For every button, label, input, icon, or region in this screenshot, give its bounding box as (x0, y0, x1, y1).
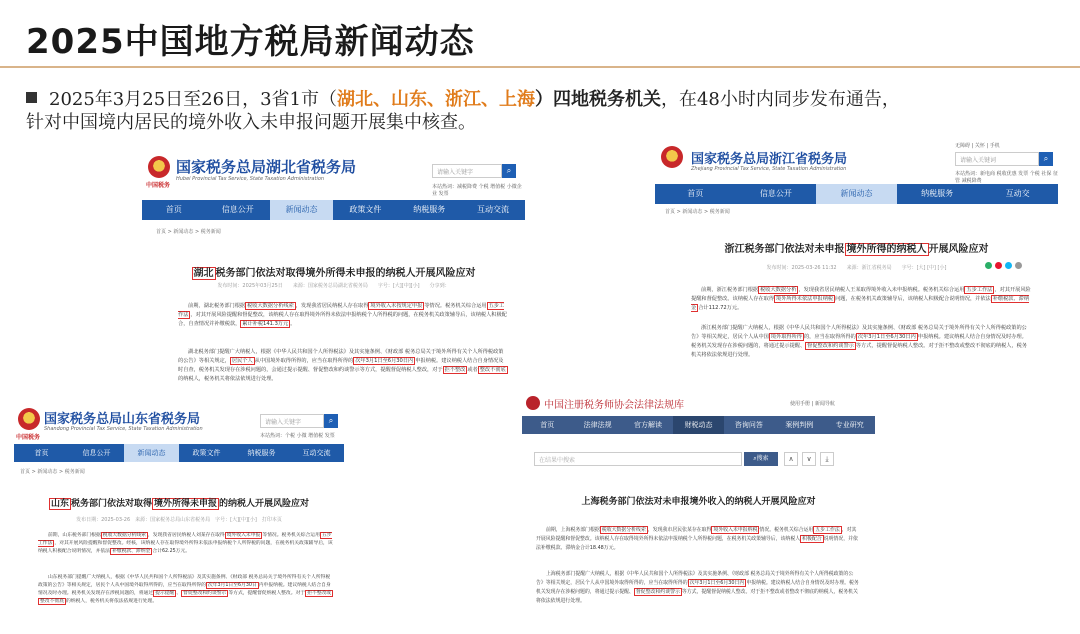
org-name: 国家税务总局湖北省税务局 (176, 158, 357, 176)
print-icon[interactable] (1015, 262, 1022, 269)
hot-words: 本站热词：减税降费 个税 增值税 小微企业 发票 (432, 184, 522, 197)
bullet-provinces: 湖北、山东、浙江、上海 (336, 89, 535, 110)
title-divider (0, 66, 1080, 68)
nav-news[interactable]: 新闻动态 (270, 200, 334, 220)
article-paragraph-2: 山东税务部门提醒广大纳税人，根据《中华人民共和国个人所得税法》及其实施条例、《财政部 税务总局关于境外所得有关个人所得税政策的公告》等相关规定，居民个人从中国境外取得所得的，应当在取得所得的 次年3月1日至6月30日 内申报纳税。建议纳税人结合自身情况及时办理。税务机关发现存在涉税问题的，将通过 提示提醒 、 督促整改和约谈警示 等方式，提醒督促纳税人整改。对于 拒不整改或整改不彻底 的纳税人，税务机关将依法依规进行处理。 (38, 575, 332, 604)
search-input[interactable]: 请输入关键字 (260, 414, 324, 428)
bullet-square-icon (26, 92, 37, 103)
article-title: 浙江税务部门依法对未申报 境外所得的纳税人 开展风险应对 (724, 244, 989, 255)
accessibility-links[interactable]: 无障碍 | 关怀 | 手机 (955, 143, 1000, 149)
nav-info[interactable]: 信息公开 (82, 449, 111, 457)
article-paragraph-1: 前期，湖北税务部门根据 税收大数据分析线索 ，发现我省居民纳税人存在取得 境外收入未按规定申报 等情况。税务机关综合运用 五步工作法 ，对其开展风险提醒和督促整改，该纳税人存在取得境外所得未依法申报纳税个人所得税的问题，在税务机关政策辅导后，该纳税人积极配合，自查情况并补缴税款， 累计补税141.3万元 。 (178, 303, 507, 327)
search-icon: ⌕ (753, 455, 757, 462)
article-paragraph-1: 前期，浙江税务部门根据 税收大数据分析 ，发现我省居民纳税人王某取得境外收入未申报纳税。税务机关综合运用 五步工作法 ，对其开展风险提醒和督促整改。该纳税人存在取得 境外所得未依法申报纳税 问题，在税务机关政策辅导后，该纳税人积极配合说明情况，并依法 补缴税款、滞纳金 合计112.72万元。 (691, 287, 1031, 311)
title-highlight: 境外所得的纳税人 (846, 244, 927, 255)
bullet-paragraph (26, 88, 1066, 134)
bullet-text-part3: ，在48小时内同步发布通告， (660, 89, 900, 110)
article-meta: 发布日期：2025-03-26 来源：国家税务总局山东省税务局 字号：[大][中][小] 打印本页 (76, 517, 282, 523)
hot-words: 本站热词：个税 小微 增值税 发票 (260, 433, 335, 439)
shanghai-screenshot (522, 392, 875, 624)
nav-service[interactable]: 纳税服务 (921, 189, 954, 198)
nav-news[interactable]: 财税动态 (673, 416, 723, 434)
article-paragraph-1: 前期，山东税务部门根据 税收大数据分析线索 ，发现我省居民纳税人刘某存在取得 境外收入未申报 等情况。税务机关综合运用 五步工作法 ，对其开展风险提醒和督促整改。经核，该纳税人存在取得境外所得未依法申报纳税个人所得税的问题，在税务机关政策辅导后，该纳税人积极配合说明情况，并依法 补缴税款、滞纳金 合计62.25万元。 (38, 533, 333, 554)
org-name: 国家税务总局浙江省税务局 (691, 152, 848, 167)
title-highlight: 湖北 (193, 268, 214, 279)
hot-words: 本站热词：新电商 税收优惠 发票 个税 社保 征管 减税降费 (955, 171, 1058, 184)
qq-icon[interactable] (1005, 262, 1012, 269)
article-meta: 发布时间：2025年03月25日 来源：国家税务总局湖北省税务局 字号：[大][中][小] 分享到： (217, 283, 450, 289)
cpa-logo-icon (526, 396, 540, 410)
search-icon[interactable]: ⌕ (324, 414, 338, 428)
main-nav (522, 416, 875, 434)
article-paragraph-2: 上海税务部门提醒广大纳税人，根据《中华人民共和国个人所得税法》及其实施条例、《财政部 税务总局关于境外所得有关个人所得税政策的公告》等相关规定，居民个人从中国境外取得所得的，应当在取得所得的 次年3月1日至6月30日内 申报纳税。建议纳税人结合自身情况及时办理。税务机关发现存在涉税问题的，将通过提示提醒、 督促整改和约谈警示 等方式，提醒督促纳税人整改。对于拒不整改或者整改不彻底的纳税人，税务机关将依法依规进行处理。 (536, 571, 859, 604)
nav-research[interactable]: 专业研究 (835, 421, 864, 429)
nav-home[interactable]: 首页 (540, 421, 555, 429)
breadcrumb: 首页 > 新闻动态 > 税务新闻 (156, 229, 221, 235)
nav-home[interactable]: 首页 (34, 449, 49, 457)
hubei-screenshot (142, 150, 525, 402)
article-meta: 发布时间：2025-03-26 11:32 来源：浙江省税务局 字号：[大] [中] [小] (766, 265, 947, 271)
article-title: 上海税务部门依法对未申报境外收入的纳税人开展风险应对 (581, 497, 816, 507)
emblem-caption: 中国税务 (146, 182, 171, 189)
nav-interact[interactable]: 互动交 (1005, 189, 1030, 198)
nav-service[interactable]: 纳税服务 (247, 449, 276, 457)
scroll-bottom-icon[interactable]: ⤓ (820, 452, 834, 466)
bullet-text-part2: ） (534, 89, 553, 110)
article-paragraph-1: 前期，上海税务部门根据 税收大数据分析线索 ，发现我市居民张某存在取得 境外收入未申报纳税 情况。税务机关综合运用 五步工作法 ，对其开展风险提醒和督促整改。该纳税人存在取得境外所得未依法申报纳税个人所得税问题，在税务机关政策辅导后，该纳税人 积极配合 说明情况，并依法补缴税款、滞纳金合计18.48万元。 (536, 527, 858, 551)
main-nav (14, 444, 344, 462)
title-text: 税务部门依法对取得境外所得未申报的纳税人开展风险应对 (215, 268, 476, 279)
search-input[interactable]: 请输入关键词 (955, 152, 1039, 166)
article-title (142, 264, 525, 279)
tax-emblem-icon (148, 156, 170, 178)
main-nav (142, 200, 525, 220)
wechat-icon[interactable] (985, 262, 992, 269)
org-english-name: Shandong Provincial Tax Service, State Taxation Administration (44, 426, 203, 432)
main-nav (655, 184, 1058, 204)
breadcrumb: 首页 > 新闻动态 > 税务新闻 (20, 469, 85, 475)
slide-title: 2025中国地方税局新闻动态 (26, 22, 475, 62)
article-paragraph-2: 湖北税务部门提醒广大纳税人，根据《中华人民共和国个人所得税法》及其实施条例、《财政部 税务总局关于境外所得有关个人所得税政策的公告》等相关规定， 居民个人 从中国境外取得所得的，应当在取得所得的 次年3月1日至6月30日内 申报纳税。建议纳税人结合自身情况及时自查，税务机关发现存在涉税问题的，会通过提示提醒、督促整改和约谈警示等方式，提醒督促纳税人整改，对于 拒不整改 或者 整改不彻底的纳税人，税务机关将依法依规进行处理。 (178, 349, 506, 382)
article-paragraph-2: 浙江税务部门提醒广大纳税人，根据《中华人民共和国个人所得税法》及其实施条例、《财政部 税务总局关于境外所得有关个人所得税政策的公告》等相关规定，居民个人从中国 境外取得所得 的，应当在取得所得的 次年3月1日至6月30日内 申报纳税。建议纳税人结合自身情况及时办理。税务机关发现存在涉税问题的，将通过提示提醒、 督促整改和约谈警示 等方式，提醒督促纳税人整改。对于拒不整改或整改不彻底的纳税人，税务机关将依法依规进行处理。 (691, 325, 1028, 358)
nav-qa[interactable]: 咨询问答 (734, 421, 763, 429)
nav-news[interactable]: 新闻动态 (124, 444, 179, 462)
breadcrumb: 首页 > 新闻动态 > 税务新闻 (665, 209, 730, 215)
nav-service[interactable]: 纳税服务 (413, 205, 446, 214)
nav-interact[interactable]: 互动交流 (477, 205, 510, 214)
nav-policy[interactable]: 政策文件 (192, 449, 221, 457)
org-name: 中国注册税务师协会法律法规库 (544, 400, 684, 411)
top-links[interactable]: 使用手册 | 新闻导航 (790, 401, 835, 407)
nav-policy[interactable]: 政策文件 (349, 205, 382, 214)
result-search-input[interactable]: 在结果中搜索 (534, 452, 742, 466)
article-title: 山东 税务部门依法对取得 境外所得未申报 的纳税人开展风险应对 (50, 499, 310, 509)
chevron-up-icon[interactable]: ∧ (784, 452, 798, 466)
org-english-name: Hubei Provincial Tax Service, State Taxation Administration (176, 176, 325, 182)
weibo-icon[interactable] (995, 262, 1002, 269)
nav-home[interactable]: 首页 (165, 205, 182, 214)
nav-home[interactable]: 首页 (687, 189, 704, 198)
zhejiang-screenshot (655, 140, 1058, 370)
emblem-caption: 中国税务 (16, 434, 41, 441)
org-name: 国家税务总局山东省税务局 (44, 412, 201, 427)
bullet-text-part1: 2025年3月25日至26日，3省1市（ (49, 89, 337, 110)
share-icons[interactable] (985, 262, 1022, 269)
nav-cases[interactable]: 案例判例 (785, 421, 814, 429)
search-button[interactable]: ⌕搜索 (744, 452, 778, 466)
shandong-screenshot (14, 404, 344, 626)
search-icon[interactable]: ⌕ (502, 164, 516, 178)
search-icon[interactable]: ⌕ (1039, 152, 1053, 166)
bullet-agency: 四地税务机关 (552, 89, 661, 110)
nav-interact[interactable]: 互动交流 (302, 449, 331, 457)
nav-laws[interactable]: 法律法规 (583, 421, 612, 429)
org-english-name: Zhejiang Provincial Tax Service, State Taxation Administration (691, 166, 847, 172)
chevron-down-icon[interactable]: ∨ (802, 452, 816, 466)
nav-info[interactable]: 信息公开 (221, 205, 254, 214)
tax-emblem-icon (661, 146, 683, 168)
nav-news[interactable]: 新闻动态 (816, 184, 897, 204)
nav-official[interactable]: 官方解读 (634, 421, 663, 429)
tax-emblem-icon (18, 408, 40, 430)
search-input[interactable]: 请输入关键字 (432, 164, 502, 178)
bullet-line2: 针对中国境内居民的境外收入未申报问题开展集中核查。 (26, 112, 476, 133)
nav-info[interactable]: 信息公开 (759, 189, 792, 198)
